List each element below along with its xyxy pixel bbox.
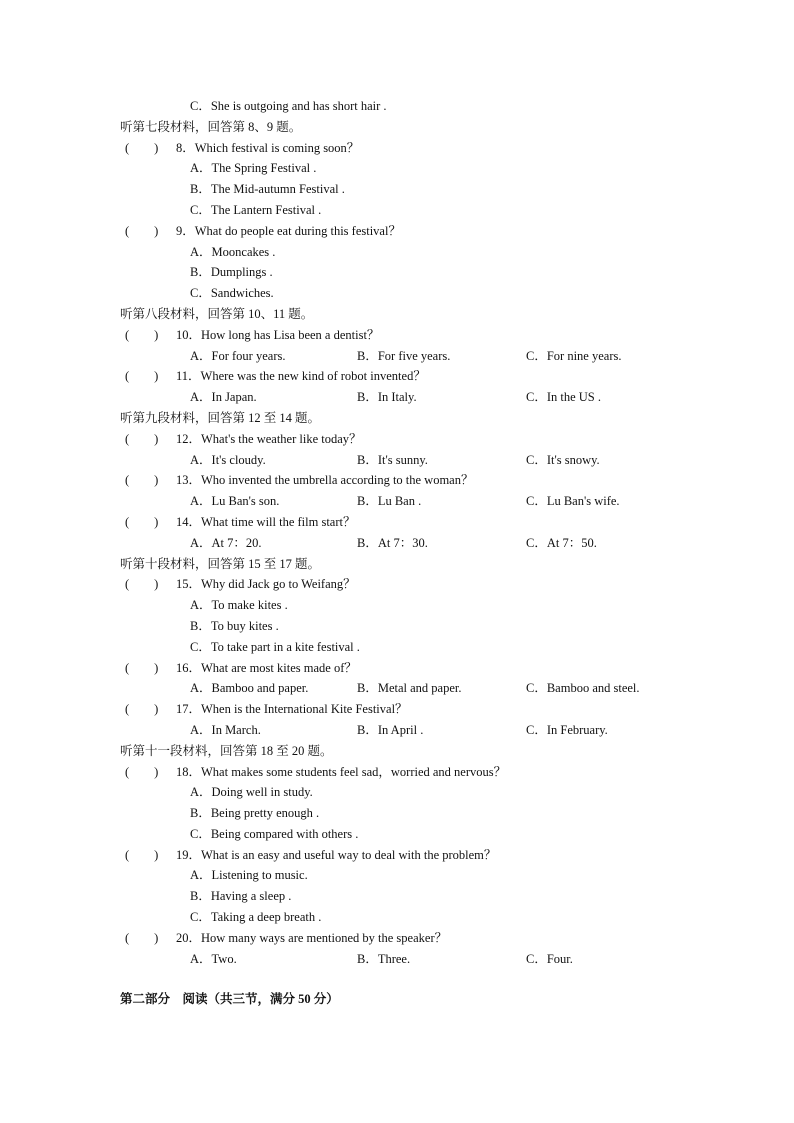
- option-b: B．For five years.: [357, 348, 451, 363]
- answer-blank[interactable]: ( ): [125, 473, 159, 488]
- question-text: 15．Why did Jack go to Weifang？: [176, 577, 356, 592]
- option-c: C．Bamboo and steel.: [526, 681, 640, 696]
- option-a: A．To make kites .: [190, 598, 288, 613]
- section-header: 听第九段材料，回答第 12 至 14 题。: [120, 410, 321, 425]
- option-a: A．It's cloudy.: [190, 452, 266, 467]
- answer-blank[interactable]: ( ): [125, 930, 159, 945]
- question-text: 10．How long has Lisa been a dentist？: [176, 327, 380, 342]
- option-a: A．In March.: [190, 722, 261, 737]
- option-b: B．In April .: [357, 722, 424, 737]
- option-c: C．It's snowy.: [526, 452, 600, 467]
- question-text: 13．Who invented the umbrella according to the woman？: [176, 473, 474, 488]
- answer-blank[interactable]: ( ): [125, 764, 159, 779]
- option-c: C．To take part in a kite festival .: [190, 639, 360, 654]
- option-b: B．The Mid-autumn Festival .: [190, 182, 345, 197]
- answer-blank[interactable]: ( ): [125, 327, 159, 342]
- option-b: B．It's sunny.: [357, 452, 428, 467]
- answer-blank[interactable]: ( ): [125, 847, 159, 862]
- answer-blank[interactable]: ( ): [125, 140, 159, 155]
- option-a: A．Lu Ban's son.: [190, 494, 280, 509]
- option-a: A．At 7：20.: [190, 535, 262, 550]
- question-text: 18．What makes some students feel sad，worried and nervous？: [176, 764, 507, 779]
- exam-page: [0, 96, 794, 1010]
- option-b: B．Lu Ban .: [357, 494, 422, 509]
- option-a: A．Mooncakes .: [190, 244, 276, 259]
- option-a: A．For four years.: [190, 348, 286, 363]
- option-a: A．In Japan.: [190, 390, 257, 405]
- option-c: C．Sandwiches.: [190, 286, 274, 301]
- option-c: C．The Lantern Festival .: [190, 202, 322, 217]
- option-b: B．Three.: [357, 951, 411, 966]
- option-c: C．In the US .: [526, 390, 602, 405]
- answer-blank[interactable]: ( ): [125, 369, 159, 384]
- section-header: 听第十段材料，回答第 15 至 17 题。: [120, 556, 321, 571]
- option-b: B．Metal and paper.: [357, 681, 462, 696]
- option-a: A．Bamboo and paper.: [190, 681, 309, 696]
- option-b: B．To buy kites .: [190, 618, 279, 633]
- option-a: A．The Spring Festival .: [190, 161, 317, 176]
- option-c: C．Taking a deep breath .: [190, 910, 322, 925]
- option-text: C．She is outgoing and has short hair .: [190, 99, 387, 113]
- question-text: 17．When is the International Kite Festival？: [176, 702, 408, 717]
- option-b: B．In Italy.: [357, 390, 417, 405]
- question-text: 14．What time will the film start？: [176, 514, 356, 529]
- option-a: A．Doing well in study.: [190, 785, 313, 800]
- question-text: 20．How many ways are mentioned by the speaker？: [176, 930, 448, 945]
- question-text: 9．What do people eat during this festival？: [176, 223, 401, 238]
- answer-blank[interactable]: ( ): [125, 514, 159, 529]
- section-header: 听第十一段材料，回答第 18 至 20 题。: [120, 743, 333, 758]
- option-c: C．In February.: [526, 722, 608, 737]
- part-two-title: 第二部分 阅读（共三节，满分 50 分）: [120, 992, 339, 1007]
- answer-blank[interactable]: ( ): [125, 431, 159, 446]
- question-text: 8．Which festival is coming soon？: [176, 140, 360, 155]
- option-c: C．For nine years.: [526, 348, 622, 363]
- answer-blank[interactable]: ( ): [125, 223, 159, 238]
- option-c: C．Being compared with others .: [190, 826, 359, 841]
- option-a: A．Two.: [190, 951, 237, 966]
- option-c: C．Four.: [526, 951, 573, 966]
- question-text: 19．What is an easy and useful way to deal with the problem？: [176, 847, 497, 862]
- question-text: 16．What are most kites made of？: [176, 660, 357, 675]
- option-b: B．Having a sleep .: [190, 889, 292, 904]
- option-c: C．At 7：50.: [526, 535, 597, 550]
- answer-blank[interactable]: ( ): [125, 702, 159, 717]
- option-b: B．Being pretty enough .: [190, 806, 320, 821]
- question-text: 12．What's the weather like today？: [176, 431, 362, 446]
- question-text: 11．Where was the new kind of robot invented？: [176, 369, 426, 384]
- answer-blank[interactable]: ( ): [125, 660, 159, 675]
- section-header: 听第八段材料，回答第 10、11 题。: [120, 306, 314, 321]
- option-a: A．Listening to music.: [190, 868, 308, 883]
- section-header: 听第七段材料，回答第 8、9 题。: [120, 119, 302, 134]
- option-b: B．Dumplings .: [190, 265, 273, 280]
- option-b: B．At 7：30.: [357, 535, 428, 550]
- option-c: C．Lu Ban's wife.: [526, 494, 620, 509]
- answer-blank[interactable]: ( ): [125, 577, 159, 592]
